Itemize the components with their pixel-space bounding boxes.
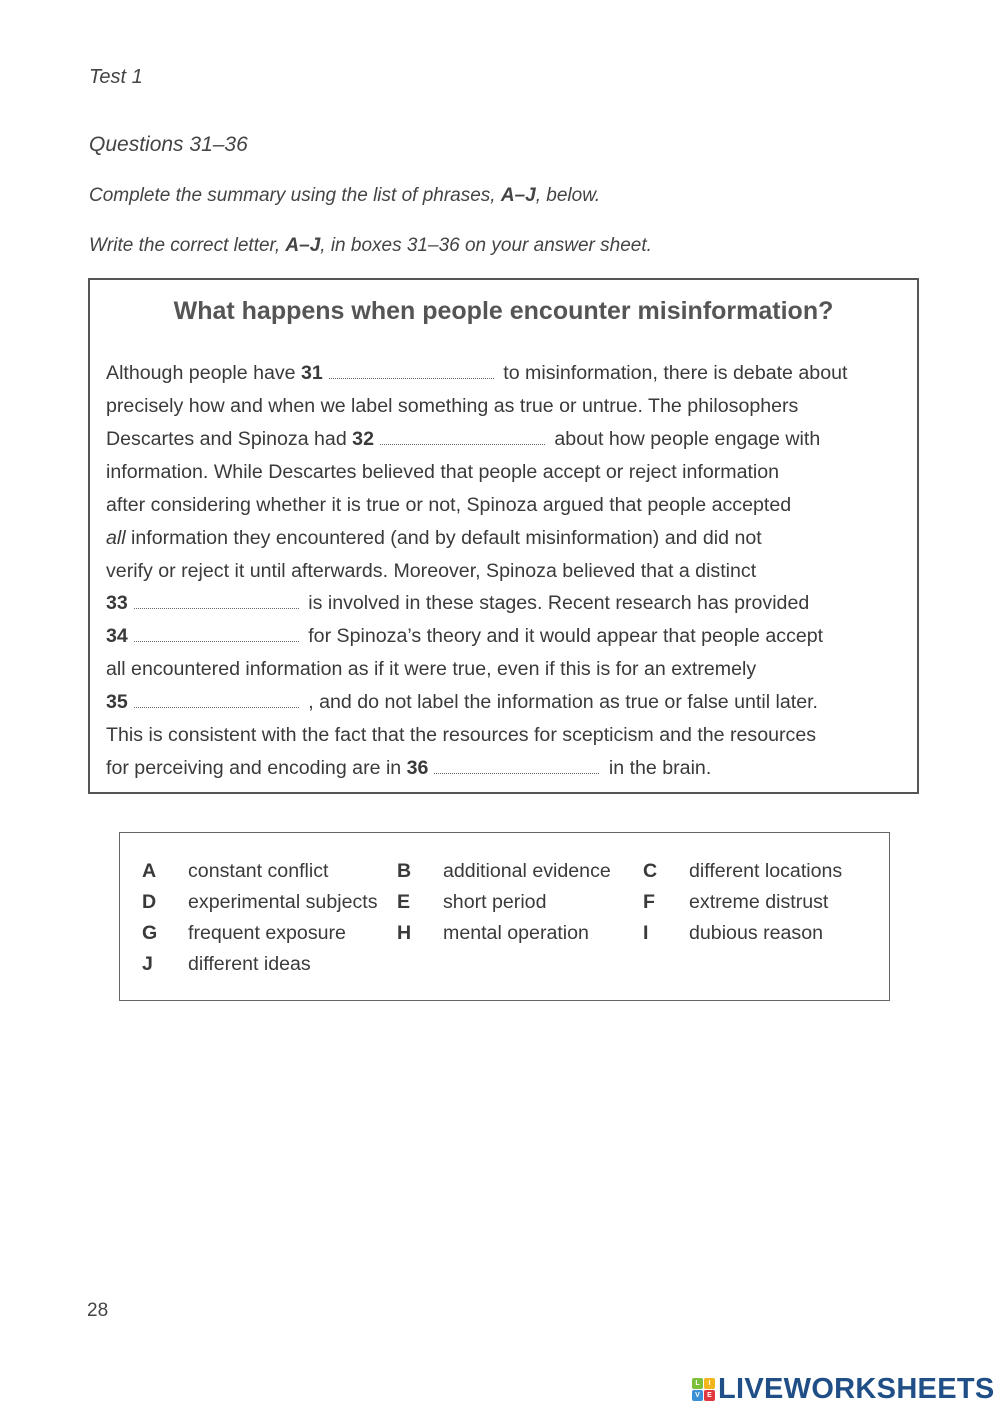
option-text: experimental subjects <box>188 891 378 913</box>
gap-number: 32 <box>352 428 374 450</box>
gap-number: 35 <box>106 691 128 713</box>
option-text: additional evidence <box>443 860 611 882</box>
option-text: constant conflict <box>188 860 329 882</box>
text: , and do not label the information as true or false until later. <box>302 691 818 713</box>
summary-line: precisely how and when we label something as true or untrue. The philosophers <box>106 395 799 417</box>
answer-blank-35[interactable] <box>134 701 299 708</box>
option-letter: I <box>643 922 649 944</box>
text: A–J <box>500 185 536 206</box>
answer-blank-34[interactable] <box>134 635 299 642</box>
text: A–J <box>285 235 321 256</box>
summary-line <box>106 592 809 615</box>
option-letter: C <box>643 860 658 882</box>
text: to misinformation, there is debate about <box>497 362 848 384</box>
option-letter: F <box>643 891 655 913</box>
option-text: extreme distrust <box>689 891 829 913</box>
logo-tiles-icon <box>692 1378 715 1401</box>
logo-tile: V <box>692 1390 703 1401</box>
option-text: different ideas <box>188 953 311 975</box>
instruction-1 <box>89 185 600 207</box>
summary-box <box>88 278 919 794</box>
liveworksheets-logo <box>692 1373 995 1406</box>
text: Complete the summary using the list of phrases, <box>89 185 501 206</box>
page-number: 28 <box>87 1300 109 1321</box>
option-text: dubious reason <box>689 922 823 944</box>
gap-number: 34 <box>106 625 128 647</box>
option-text: mental operation <box>443 922 589 944</box>
option-letter: E <box>397 891 411 913</box>
summary-line: This is consistent with the fact that the resources for scepticism and the resources <box>106 724 817 746</box>
summary-line <box>106 625 823 648</box>
questions-heading: Questions 31–36 <box>89 133 248 156</box>
text: in the brain. <box>603 757 712 779</box>
option-letter: A <box>142 860 157 882</box>
text: , below. <box>535 185 601 206</box>
summary-line <box>106 691 818 714</box>
gap-number: 31 <box>301 362 323 384</box>
logo-tile: L <box>692 1378 703 1389</box>
option-letter: J <box>142 953 153 975</box>
summary-line: all encountered information as if it were true, even if this is for an extremely <box>106 658 757 680</box>
option-text: short period <box>443 891 547 913</box>
instruction-2 <box>89 235 652 257</box>
option-text: frequent exposure <box>188 922 346 944</box>
text: , in boxes 31–36 on your answer sheet. <box>320 235 652 256</box>
logo-text: LIVEWORKSHEETS <box>718 1373 995 1405</box>
summary-line <box>106 362 847 385</box>
option-letter: D <box>142 891 157 913</box>
answer-blank-33[interactable] <box>134 602 299 609</box>
logo-tile: E <box>704 1390 715 1401</box>
text: information they encountered (and by default misinformation) and did not <box>125 527 762 549</box>
option-letter: B <box>397 860 412 882</box>
summary-line <box>106 757 711 780</box>
summary-line: verify or reject it until afterwards. Moreover, Spinoza believed that a distinct <box>106 560 757 582</box>
text: for Spinoza’s theory and it would appear that people accept <box>302 625 824 647</box>
summary-line: information. While Descartes believed that people accept or reject information <box>106 461 780 483</box>
gap-number: 36 <box>406 757 429 779</box>
answer-blank-31[interactable] <box>329 372 494 379</box>
text: Although people have <box>106 362 302 384</box>
text: all <box>106 527 126 549</box>
summary-line <box>106 428 820 451</box>
test-label: Test 1 <box>89 66 143 88</box>
summary-line: after considering whether it is true or not, Spinoza argued that people accepted <box>106 494 792 516</box>
answer-blank-32[interactable] <box>380 438 545 445</box>
logo-tile: I <box>704 1378 715 1389</box>
summary-line <box>106 527 762 550</box>
text: about how people engage with <box>548 428 821 450</box>
text: is involved in these stages. Recent research has provided <box>302 592 810 614</box>
text: for perceiving and encoding are in <box>106 757 407 779</box>
option-text: different locations <box>689 860 843 882</box>
text: Descartes and Spinoza had <box>106 428 353 450</box>
option-letter: H <box>397 922 412 944</box>
gap-number: 33 <box>106 592 128 614</box>
text: Write the correct letter, <box>89 235 286 256</box>
option-letter: G <box>142 922 158 944</box>
phrase-list-box <box>119 832 890 1001</box>
answer-blank-36[interactable] <box>434 767 599 774</box>
summary-title: What happens when people encounter misinformation? <box>173 297 834 325</box>
